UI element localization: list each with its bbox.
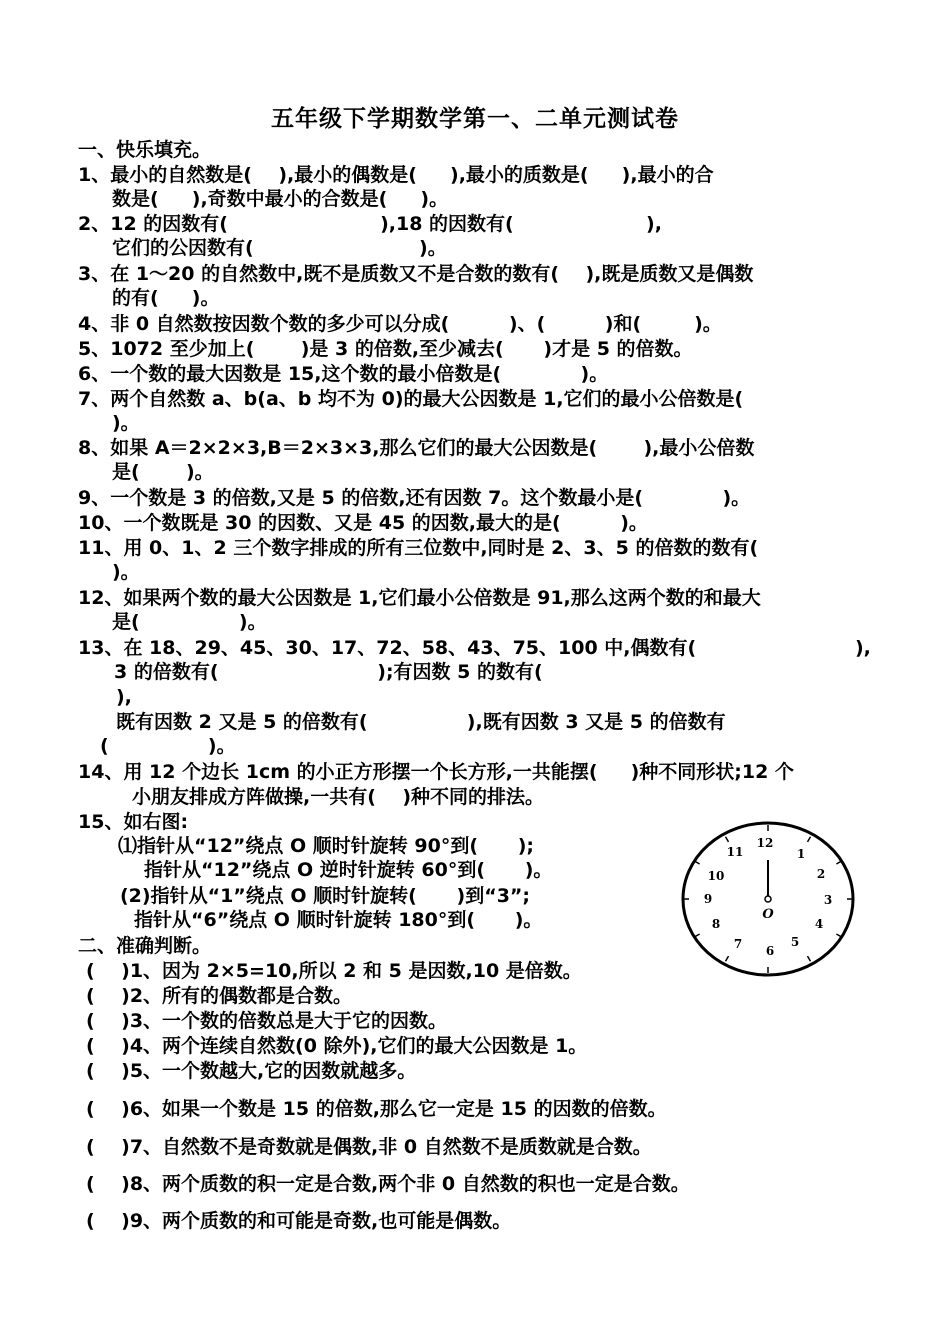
judgment-item: ( )2、所有的偶数都是合数。: [86, 985, 353, 1007]
question-line: 指针从“12”绕点 O 逆时针旋转 60°到( )。: [144, 859, 553, 881]
question-line: 是( )。: [112, 461, 214, 483]
question-line: )。: [112, 561, 140, 583]
clock-number-1: 1: [796, 847, 806, 861]
question-line: 7、两个自然数 a、b(a、b 均不为 0)的最大公因数是 1,它们的最小公倍数是(: [78, 388, 744, 410]
question-line: 既有因数 2 又是 5 的倍数有( ),既有因数 3 又是 5 的倍数有: [116, 711, 726, 733]
question-line: 12、如果两个数的最大公因数是 1,它们最小公倍数是 91,那么这两个数的和最大: [78, 587, 761, 609]
question-line: 4、非 0 自然数按因数个数的多少可以分成( )、( )和( )。: [78, 313, 722, 335]
question-line: 10、一个数既是 30 的因数、又是 45 的因数,最大的是( )。: [78, 512, 648, 534]
question-line: (2)指针从“1”绕点 O 顺时针旋转( )到“3”;: [120, 885, 531, 907]
question-line: ),: [116, 686, 132, 708]
question-line: )。: [112, 412, 140, 434]
question-line: 指针从“6”绕点 O 顺时针旋转 180°到( )。: [134, 909, 543, 931]
question-line: 8、如果 A＝2×2×3,B＝2×3×3,那么它们的最大公因数是( ),最小公倍数: [78, 437, 755, 459]
judgment-item: ( )4、两个连续自然数(0 除外),它们的最大公因数是 1。: [86, 1035, 588, 1057]
judgment-item: ( )6、如果一个数是 15 的倍数,那么它一定是 15 的因数的倍数。: [86, 1098, 667, 1120]
question-line: 6、一个数的最大因数是 15,这个数的最小倍数是( )。: [78, 363, 609, 385]
question-line: 是( )。: [112, 611, 267, 633]
page-title: 五年级下学期数学第一、二单元测试卷: [271, 106, 679, 132]
clock-number-10: 10: [707, 869, 725, 883]
judgment-item: ( )7、自然数不是奇数就是偶数,非 0 自然数不是质数就是合数。: [86, 1136, 652, 1158]
question-line: 14、用 12 个边长 1cm 的小正方形摆一个长方形,一共能摆( )种不同形状;12 个: [78, 761, 794, 783]
clock-number-7: 7: [733, 937, 743, 951]
clock-number-4: 4: [814, 917, 824, 931]
question-line: 9、一个数是 3 的倍数,又是 5 的倍数,还有因数 7。这个数最小是( )。: [78, 487, 751, 509]
judgment-item: ( )9、两个质数的和可能是奇数,也可能是偶数。: [86, 1210, 512, 1232]
judgment-item: ( )5、一个数越大,它的因数就越多。: [86, 1060, 417, 1082]
clock-number-8: 8: [711, 917, 721, 931]
question-line: 2、12 的因数有( ),18 的因数有( ),: [78, 213, 662, 235]
section2-heading: 二、准确判断。: [78, 935, 212, 957]
judgment-item: ( )1、因为 2×5=10,所以 2 和 5 是因数,10 是倍数。: [86, 960, 582, 982]
judgment-item: ( )8、两个质数的积一定是合数,两个非 0 自然数的积也一定是合数。: [86, 1173, 690, 1195]
section1-heading: 一、快乐填充。: [78, 139, 212, 161]
clock-number-3: 3: [823, 893, 833, 907]
judgment-item: ( )3、一个数的倍数总是大于它的因数。: [86, 1010, 448, 1032]
question-line: 的有( )。: [112, 287, 220, 309]
question-line: 3、在 1～20 的自然数中,既不是质数又不是合数的数有( ),既是质数又是偶数: [78, 263, 754, 285]
clock-number-9: 9: [703, 892, 713, 906]
question-line: ( )。: [100, 735, 236, 757]
question-line: 小朋友排成方阵做操,一共有( )种不同的排法。: [132, 786, 545, 808]
clock-number-12: 12: [756, 836, 774, 850]
question-line: ⑴指针从“12”绕点 O 顺时针旋转 90°到( );: [118, 835, 535, 857]
clock-figure: [678, 818, 858, 980]
question-line: 15、如右图:: [78, 811, 189, 833]
clock-number-2: 2: [816, 867, 826, 881]
clock-number-11: 11: [726, 845, 744, 859]
question-line: 11、用 0、1、2 三个数字排成的所有三位数中,同时是 2、3、5 的倍数的数有(: [78, 537, 759, 559]
clock-center: [765, 896, 771, 902]
question-line: 5、1072 至少加上( )是 3 的倍数,至少减去( )才是 5 的倍数。: [78, 338, 693, 360]
question-line: 它们的公因数有( )。: [112, 237, 447, 259]
clock-number-6: 6: [765, 944, 775, 958]
clock-number-5: 5: [790, 935, 800, 949]
question-line: 3 的倍数有( );有因数 5 的数有(: [114, 661, 543, 683]
question-line: 1、最小的自然数是( ),最小的偶数是( ),最小的质数是( ),最小的合: [78, 164, 714, 186]
question-line: 数是( ),奇数中最小的合数是( )。: [112, 188, 449, 210]
question-line: 13、在 18、29、45、30、17、72、58、43、75、100 中,偶数有( ),: [78, 637, 871, 659]
clock-center-label: O: [762, 907, 774, 922]
